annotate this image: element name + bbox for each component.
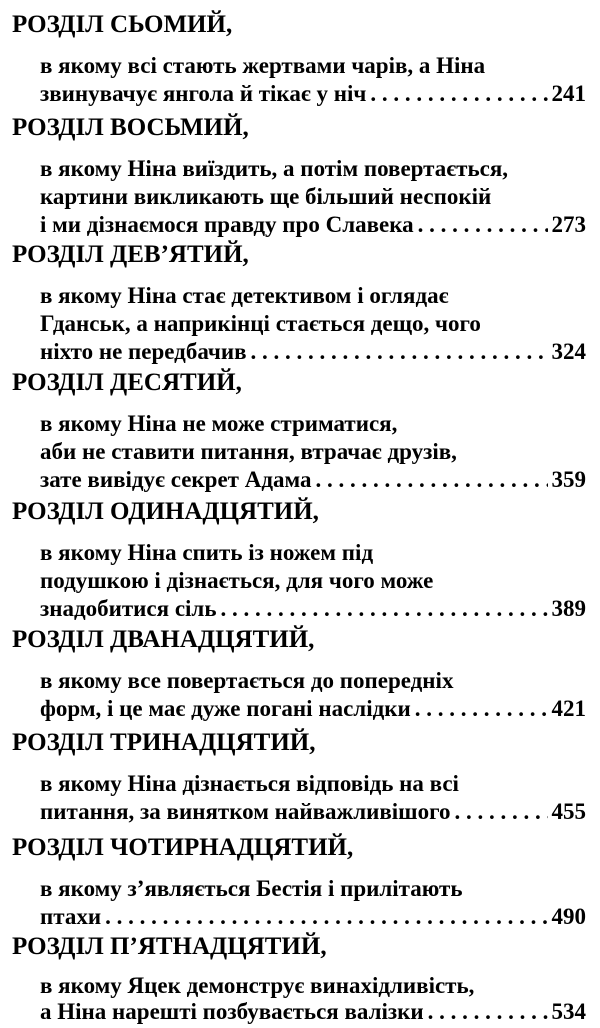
- chapter-description-line: питання, за винятком найважливішого: [40, 799, 451, 824]
- chapter-description-line: а Ніна нарешті позбувається валізки: [40, 999, 424, 1024]
- page-number: 490: [551, 904, 586, 929]
- chapter-title: РОЗДІЛ СЬОМИЙ,: [12, 11, 233, 38]
- chapter-description-last-line: [40, 211, 586, 239]
- dot-leader: [251, 338, 548, 366]
- dot-leader: [370, 80, 547, 108]
- chapter-title: РОЗДІЛ ДЕВ’ЯТИЙ,: [12, 241, 249, 268]
- chapter-description-line: в якому Яцек демонструє винахідливість,: [40, 973, 475, 998]
- chapter-description-line: подушкою і дізнається, для чого може: [40, 568, 434, 593]
- chapter-description-line: картини викликають ще більший неспокій: [40, 184, 492, 209]
- chapter-description-line: і ми дізнаємося правду про Славека: [40, 212, 414, 237]
- chapter-description-last-line: [40, 338, 586, 366]
- page-number: 324: [551, 339, 586, 364]
- chapter-description-last-line: [40, 695, 586, 723]
- chapter-description-last-line: [40, 798, 586, 826]
- dot-leader: [221, 595, 548, 623]
- dot-leader: [418, 211, 548, 239]
- dot-leader: [454, 798, 547, 826]
- page-number: 359: [551, 467, 586, 492]
- dot-leader: [428, 998, 548, 1026]
- page-number: 455: [551, 799, 586, 824]
- chapter-description-line: в якому всі стають жертвами чарів, а Ніна: [40, 53, 486, 78]
- chapter-description-last-line: [40, 903, 586, 931]
- chapter-description-last-line: [40, 80, 586, 108]
- chapter-description-line: ніхто не передбачив: [40, 339, 247, 364]
- chapter-title: РОЗДІЛ ТРИНАДЦЯТИЙ,: [12, 729, 316, 756]
- dot-leader: [105, 903, 547, 931]
- chapter-title: РОЗДІЛ ВОСЬМИЙ,: [12, 114, 249, 141]
- chapter-title: РОЗДІЛ ДВАНАДЦЯТИЙ,: [12, 626, 315, 653]
- chapter-description-line: знадобитися сіль: [40, 596, 217, 621]
- chapter-description-line: в якому Ніна дізнається відповідь на всі: [40, 771, 459, 796]
- chapter-description-last-line: [40, 595, 586, 623]
- chapter-description-last-line: [40, 998, 586, 1026]
- chapter-description-last-line: [40, 466, 586, 494]
- chapter-description-line: звинувачує янгола й тікає у ніч: [40, 81, 367, 106]
- page-number: 273: [551, 212, 586, 237]
- dot-leader: [415, 695, 548, 723]
- chapter-description-line: птахи: [40, 904, 102, 929]
- chapter-description-line: в якому Ніна спить із ножем під: [40, 540, 374, 565]
- chapter-title: РОЗДІЛ П’ЯТНАДЦЯТИЙ,: [12, 933, 327, 960]
- page-number: 241: [551, 81, 586, 106]
- chapter-description-line: в якому Ніна виїздить, а потім повертається,: [40, 156, 509, 181]
- chapter-title: РОЗДІЛ ОДИНАДЦЯТИЙ,: [12, 498, 319, 525]
- chapter-description-line: аби не ставити питання, втрачає друзів,: [40, 439, 457, 464]
- chapter-description-line: зате вивідує секрет Адама: [40, 467, 312, 492]
- chapter-description-line: в якому з’являється Бестія і прилітають: [40, 876, 463, 901]
- chapter-description-line: в якому Ніна не може стриматися,: [40, 411, 398, 436]
- chapter-title: РОЗДІЛ ЧОТИРНАДЦЯТИЙ,: [12, 834, 354, 861]
- chapter-description-line: в якому Ніна стає детективом і оглядає: [40, 283, 449, 308]
- page-number: 421: [551, 696, 586, 721]
- chapter-description-line: форм, і це має дуже погані наслідки: [40, 696, 411, 721]
- page-number: 389: [551, 596, 586, 621]
- chapter-title: РОЗДІЛ ДЕСЯТИЙ,: [12, 369, 242, 396]
- dot-leader: [315, 466, 547, 494]
- chapter-description-line: в якому все повертається до попередніх: [40, 668, 454, 693]
- chapter-description-line: Гданськ, а наприкінці стається дещо, чого: [40, 311, 481, 336]
- page-number: 534: [551, 999, 586, 1024]
